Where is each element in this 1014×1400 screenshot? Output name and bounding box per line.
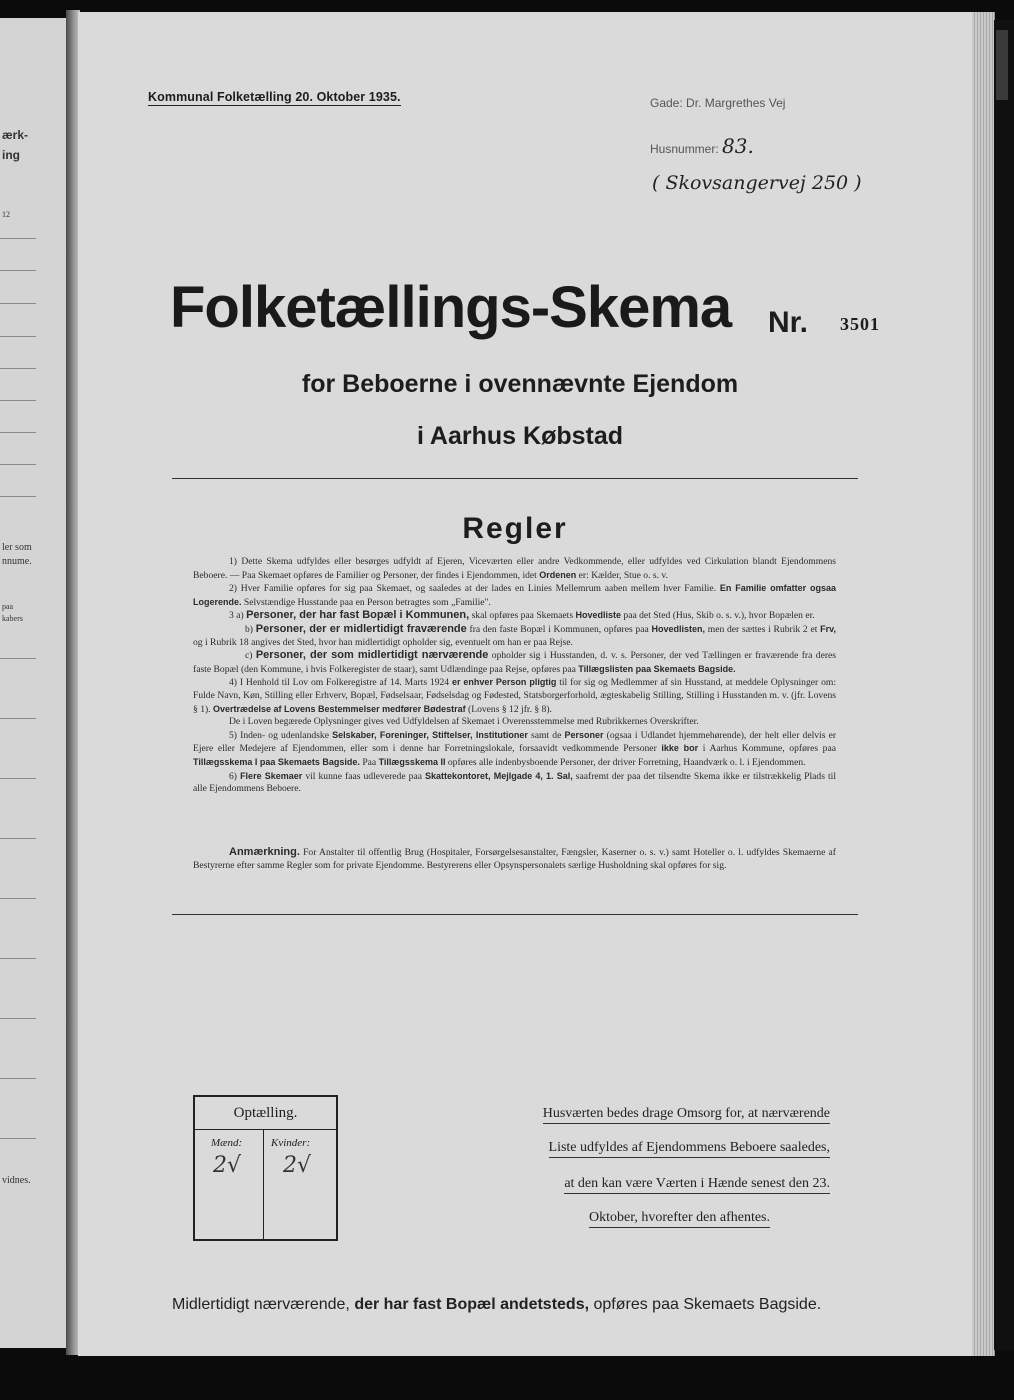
count-box (193, 1095, 338, 1241)
form-title: Folketællings-Skema (170, 275, 732, 340)
left-fragment-rule (0, 1018, 36, 1019)
street-line (650, 96, 785, 110)
form-subtitle: for Beboerne i ovennævnte Ejendom (301, 370, 739, 398)
left-fragment-rule (0, 658, 36, 659)
street-label: Gade: (650, 96, 683, 110)
women-count: 2√ (283, 1153, 312, 1178)
left-fragment-rule (0, 336, 36, 337)
form-subtitle-city: i Aarhus Købstad (416, 422, 624, 450)
left-fragment-rule (0, 303, 36, 304)
rule-6: 6) Flere Skemaer vil kunne faas udleverede paa Skattekontoret, Mejlgade 4, 1. Sal, saafremt der paa det tilsendte Skema ikke er tilstrækkelig Plads til alle Ejendommens Beboere. (193, 770, 836, 795)
footer-text: opføres paa Skemaets Bagside. (593, 1296, 822, 1313)
left-fragment-text: ærk- (2, 128, 29, 142)
left-fragment-rule (0, 270, 36, 271)
left-fragment-rule (0, 400, 36, 401)
instruction-line: Husværten bedes drage Omsorg for, at nærværende (543, 1106, 830, 1124)
handwritten-note: ( Skovsangervej 250 ) (652, 172, 862, 194)
rule-2: 2) Hver Familie opføres for sig paa Skemaet, og saaledes at der lades en Linies Mellemrum aaben mellem hver Familie. En Familie omfatter ogsaa Logerende. Selvstændige Husstande paa en Person betragtes som „Familie". (193, 583, 837, 608)
rule-4: 4) I Henhold til Lov om Folkeregistre af 14. Marts 1924 er enhver Person pligtig til for sig og Medlemmer af sin Husstand, at meddele Oplysninger om: Fulde Navn, Køn, Stilling eller Erhverv, Bopæl, Fødselsaar, Fødselsdag og Fødested, Statsborgerforhold, ægteskabelig Stilling, Stilling i Husstanden m. v. (jfr. Lovens § 1). Overtrædelse af Lovens Bestemmelser medfører Bødestraf (Lovens § 12 jfr. § 8). (193, 677, 836, 715)
left-fragment-rule (0, 718, 36, 719)
rule-3c: c) Personer, der som midlertidigt nærværende opholder sig i Husstanden, d. v. s. Personer, der ved Tællingen er fraværende fra deres faste Bopæl (den Kommune, i hvis Folkeregister de staar), samt Udlændinge paa Rejse, opføres paa Tillægslisten paa Skemaets Bagside. (193, 649, 837, 675)
left-fragment-text: kabers (2, 614, 23, 623)
left-fragment-rule (0, 238, 36, 239)
form-nr-label: Nr. (768, 306, 809, 339)
left-fragment-rule (0, 898, 36, 899)
remark-label: Anmærkning. (229, 846, 300, 858)
rule-4-extra: De i Loven begærede Oplysninger gives ved Udfyldelsen af Skemaet i Overensstemmelse med Rubrikkernes Overskrifter. (229, 716, 699, 728)
left-page-fragment (0, 18, 70, 1348)
left-fragment-rule (0, 778, 36, 779)
rules-heading: Regler (462, 512, 568, 545)
left-fragment-rule (0, 464, 36, 465)
divider-rule (172, 478, 858, 479)
left-fragment-rule (0, 496, 36, 497)
left-fragment-rule (0, 368, 36, 369)
census-label: Kommunal Folketælling 20. Oktober 1935. (148, 90, 401, 104)
house-label: Husnummer: (650, 142, 719, 156)
left-fragment-text: 12 (2, 210, 10, 219)
left-fragment-rule (0, 838, 36, 839)
rules-body (193, 556, 836, 796)
rule-3b: b) Personer, der er midlertidigt fraværende fra den faste Bopæl i Kommunen, opføres paa Hovedlisten, men der sættes i Rubrik 2 et Frv, og i Rubrik 18 angives det Sted, hvor han midlertidigt opholder sig, eventuelt om han er paa Rejse. (193, 622, 836, 648)
page-edge-stack (972, 12, 994, 1356)
instruction-line: at den kan være Værten i Hænde senest den 23. (564, 1176, 830, 1194)
remark-paragraph (193, 846, 836, 872)
count-caption: Optælling. (195, 1097, 336, 1130)
house-value: 83. (722, 134, 754, 158)
street-value: Dr. Margrethes Vej (686, 96, 786, 110)
left-fragment-text: vidnes. (2, 1175, 31, 1186)
footer-note (172, 1296, 821, 1314)
rule-1: 1) Dette Skema udfyldes eller besørges udfyldt af Ejeren, Viceværten eller andre Vedkommende, eller udfyldes ved Cirkulation blandt Ejendommens Beboere. — Paa Skemaet opføres de Familier og Personer, der findes i Ejendommen, idet Ordenen er: Kælder, Stue o. s. v. (193, 556, 836, 581)
remark-text: For Anstalter til offentlig Brug (Hospitaler, Forsørgelsesanstalter, Fængsler, Kaserner o. s. v.) samt Hoteller o. l. udfyldes Skemaerne af Bestyrerne efter samme Regler som for private Ejendomme. Bestyrerens eller Opsynspersonalets særlige Husholdning skal opføres for sig. (193, 847, 836, 871)
left-fragment-text: ing (2, 148, 20, 162)
house-line (650, 134, 754, 158)
men-count: 2√ (213, 1153, 242, 1178)
left-fragment-rule (0, 1138, 36, 1139)
rule-5: 5) Inden- og udenlandske Selskaber, Foreninger, Stiftelser, Institutioner samt de Personer (ogsaa i Udlandet hjemmehørende), der helt eller delvis er Ejere eller Medejere af Ejendommen, eller som i denne har Forretningslokale, forsaavidt vedkommende Personer ikke bor i Aarhus Kommune, opføres paa Tillægsskema I paa Skemaets Bagside. Paa Tillægsskema II opføres alle indenbysboende Personer, der driver Forretning, Haandværk o. l. i Ejendommen. (193, 729, 837, 768)
left-fragment-rule (0, 958, 36, 959)
binding-strip (994, 20, 1014, 1350)
footer-text: Midlertidigt nærværende, (172, 1296, 350, 1313)
left-fragment-text: paa (2, 602, 14, 611)
men-label: Mænd: (211, 1137, 243, 1149)
count-divider (263, 1130, 264, 1239)
instruction-line: Liste udfyldes af Ejendommens Beboere saaledes, (549, 1140, 830, 1158)
instruction-line: Oktober, hvorefter den afhentes. (589, 1210, 770, 1228)
left-fragment-rule (0, 1078, 36, 1079)
footer-bold-text: der har fast Bopæl andetsteds, (354, 1296, 590, 1313)
rule-3a: 3 a) Personer, der har fast Bopæl i Kommunen, skal opføres paa Skemaets Hovedliste paa det Sted (Hus, Skib o. s. v.), hvor Bopælen er. (229, 609, 815, 622)
left-fragment-text: nnume. (2, 556, 32, 567)
women-label: Kvinder: (271, 1137, 311, 1149)
form-number: 3501 (840, 314, 880, 334)
binding-tab (996, 30, 1008, 100)
divider-rule (172, 914, 858, 915)
left-fragment-text: ler som (2, 542, 32, 553)
